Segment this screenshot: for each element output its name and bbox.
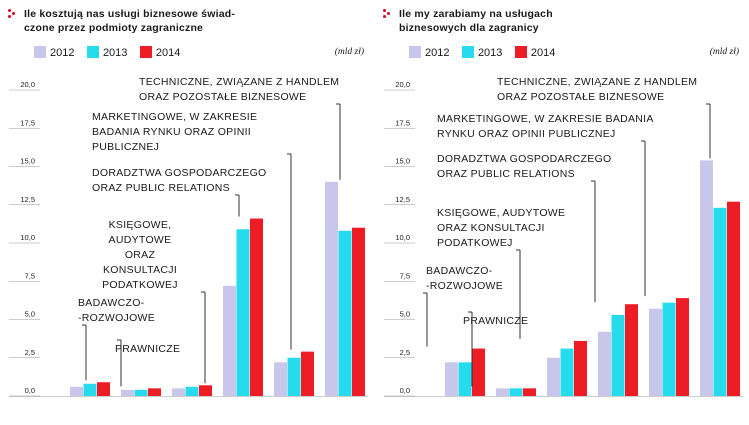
bar-2014 (676, 298, 689, 396)
chart-panel-right (375, 0, 749, 425)
bar-2014 (472, 349, 485, 396)
bar-2014 (148, 388, 161, 396)
chart-title-line: biznesowych dla zagranicy (399, 22, 539, 34)
bar-2014 (625, 304, 638, 396)
bar-2013 (459, 362, 472, 396)
bar-2014 (574, 341, 587, 396)
chart-title-line: czone przez podmioty zagraniczne (24, 22, 204, 34)
y-tick-label: 15,0 (395, 156, 410, 166)
legend-label: 2014 (530, 47, 556, 59)
bar-2013 (510, 388, 523, 396)
bar-chart (375, 0, 749, 425)
bar-chart (0, 0, 374, 425)
y-tick-label: 10,0 (20, 233, 35, 242)
y-tick-label: 12,5 (20, 194, 35, 204)
y-tick-label: 2,5 (24, 347, 35, 357)
bar-2012 (496, 388, 509, 396)
bar-2012 (121, 390, 134, 396)
category-label: TECHNICZNE, ZWIĄZANE Z HANDLEM (497, 76, 698, 88)
category-label: ORAZ KONSULTACJI (437, 222, 545, 234)
category-label: -ROZWOJOWE (78, 312, 156, 324)
bar-2013 (561, 349, 574, 396)
bar-2013 (135, 390, 148, 396)
bar-2012 (649, 309, 662, 396)
y-tick-label: 2,5 (399, 347, 410, 357)
category-label: KONSULTACJI (102, 264, 178, 276)
y-tick-label: 17,5 (20, 118, 35, 128)
category-label: PUBLICZNEJ (92, 141, 160, 153)
bar-2013 (237, 229, 250, 396)
bar-2014 (97, 382, 110, 396)
bar-2012 (547, 358, 560, 396)
category-label: PODATKOWEJ (102, 279, 178, 291)
legend-label: 2012 (50, 47, 75, 59)
bar-2012 (274, 362, 287, 396)
chart-title-line: Ile my zarabiamy na usługach (399, 8, 553, 20)
bar-2013 (663, 303, 676, 396)
y-tick-label: 5,0 (24, 309, 35, 319)
category-label: AUDYTOWE (108, 234, 172, 246)
y-tick-label: 20,0 (20, 80, 35, 89)
y-tick-label: 5,0 (399, 309, 410, 319)
bar-2014 (199, 385, 212, 396)
bar-2013 (288, 358, 301, 396)
bar-2014 (523, 388, 536, 396)
category-label: ORAZ PUBLIC RELATIONS (437, 168, 575, 180)
legend-label: 2013 (477, 47, 503, 59)
chart-title-line: Ile kosztują nas usługi biznesowe świad- (24, 8, 236, 20)
bar-2014 (352, 228, 365, 396)
bar-2013 (339, 231, 352, 396)
y-tick-label: 0,0 (399, 386, 410, 395)
bar-2012 (172, 388, 185, 396)
legend-label: 2012 (425, 47, 450, 59)
y-tick-label: 7,5 (24, 271, 35, 281)
bar-2014 (727, 202, 740, 396)
category-label: -ROZWOJOWE (426, 280, 504, 292)
category-label: ORAZ POZOSTAŁE BIZNESOWE (139, 91, 307, 103)
y-tick-label: 20,0 (395, 80, 410, 89)
category-label: DORADZTWA GOSPODARCZEGO (437, 153, 612, 165)
category-label: ORAZ POZOSTAŁE BIZNESOWE (497, 91, 665, 103)
y-tick-label: 12,5 (395, 194, 410, 204)
category-label: ORAZ (124, 249, 156, 261)
bar-2013 (186, 387, 199, 396)
bar-2014 (250, 219, 263, 396)
unit-label: (mld zł) (709, 47, 739, 57)
y-tick-label: 7,5 (399, 271, 410, 281)
category-label: BADANIA RYNKU ORAZ OPINII (92, 126, 252, 138)
category-label: KSIĘGOWE, AUDYTOWE (437, 207, 566, 219)
category-label: PRAWNICZE (463, 315, 529, 327)
bar-2012 (70, 387, 83, 396)
bar-2014 (301, 352, 314, 396)
category-label: DORADZTWA GOSPODARCZEGO (92, 167, 267, 179)
bar-2012 (445, 362, 458, 396)
unit-label: (mld zł) (334, 47, 364, 57)
category-label: BADAWCZO- (426, 265, 493, 277)
category-label: MARKETINGOWE, W ZAKRESIE BADANIA (437, 113, 654, 125)
bar-2012 (223, 286, 236, 396)
category-label: RYNKU ORAZ OPINII PUBLICZNEJ (437, 128, 616, 140)
category-label: PODATKOWEJ (437, 237, 513, 249)
y-tick-label: 10,0 (395, 233, 410, 242)
bar-2013 (612, 315, 625, 396)
category-label: TECHNICZNE, ZWIĄZANE Z HANDLEM (139, 76, 340, 88)
bar-2012 (325, 182, 338, 396)
bar-2013 (84, 384, 97, 396)
chart-panel-left (0, 0, 374, 425)
category-label: PRAWNICZE (115, 343, 181, 355)
category-label: BADAWCZO- (78, 297, 145, 309)
y-tick-label: 17,5 (395, 118, 410, 128)
category-label: KSIĘGOWE, (108, 219, 172, 231)
category-label: ORAZ PUBLIC RELATIONS (92, 182, 230, 194)
legend-label: 2013 (102, 47, 128, 59)
bar-2012 (598, 332, 611, 396)
y-tick-label: 15,0 (20, 156, 35, 166)
bar-2013 (714, 208, 727, 396)
legend-label: 2014 (155, 47, 181, 59)
y-tick-label: 0,0 (24, 386, 35, 395)
bar-2012 (700, 160, 713, 396)
category-label: MARKETINGOWE, W ZAKRESIE (92, 111, 258, 123)
